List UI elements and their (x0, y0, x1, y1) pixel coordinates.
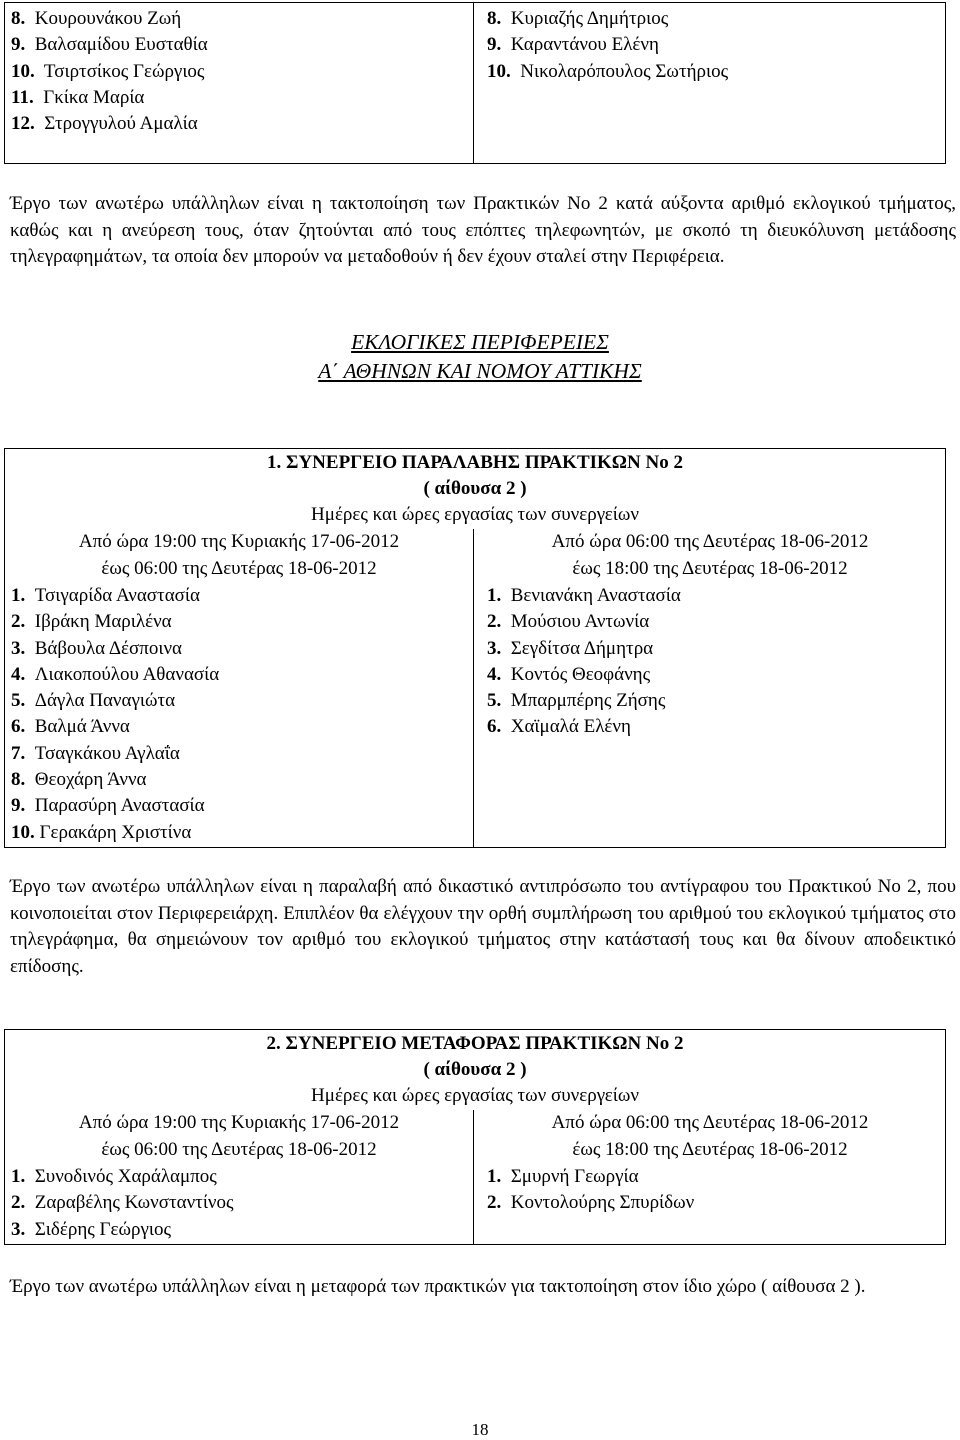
paragraph-duties-receiving: Έργο των ανωτέρω υπάλληλων είναι η παραλαβή από δικαστικό αντιπρόσωπο του αντίγραφου του Πρακτικού Νο 2, που κοινοποιείται στον Περιφερειάρχη. Επιπλέον θα ελέγχουν την ορθή συμπλήρωση του αριθμού του εκλογικού τμήματος στο τηλεγράφημα, θα σημειώνουν τον αριθμό του εκλογικού τμήματος στην κατάστασή τους και θα δίνουν αποδεικτικό επίδοσης. (10, 876, 956, 977)
shift-start: Από ώρα 06:00 της Δευτέρας 18-06-2012 (551, 1112, 869, 1133)
list-item: 10. Τσιρτσίκος Γεώργιος (11, 60, 205, 82)
shift-end: έως 06:00 της Δευτέρας 18-06-2012 (101, 557, 377, 579)
list-item: 3. Σιδέρης Γεώργιος (11, 1218, 172, 1240)
shift-start: Από ώρα 19:00 της Κυριακής 17-06-2012 (78, 1112, 400, 1133)
list-item: 9. Βαλσαμίδου Ευσταθία (11, 34, 208, 56)
shift-start: Από ώρα 06:00 της Δευτέρας 18-06-2012 (551, 531, 869, 552)
shift-end: έως 18:00 της Δευτέρας 18-06-2012 (572, 557, 848, 579)
list-item: 4. Λιακοπούλου Αθανασία (11, 663, 220, 685)
team2-table (4, 1029, 946, 1245)
team2-right-list (487, 1164, 694, 1217)
team1-right-list (487, 583, 681, 741)
team1-title: 1. ΣΥΝΕΡΓΕΙΟ ΠΑΡΑΛΑΒΗΣ ΠΡΑΚΤΙΚΩΝ Νο 2 (267, 452, 683, 473)
list-item: 1. Τσιγαρίδα Αναστασία (11, 585, 200, 606)
shift-start: Από ώρα 19:00 της Κυριακής 17-06-2012 (78, 531, 400, 552)
team2-room: ( αίθουσα 2 ) (423, 1059, 527, 1080)
list-item: 12. Στρογγυλού Αμαλία (11, 113, 198, 135)
list-item: 2. Ιβράκη Μαριλένα (11, 611, 172, 633)
column-divider (473, 1110, 474, 1244)
section-heading-line1: ΕΚΛΟΓΙΚΕΣ ΠΕΡΙΦΕΡΕΙΕΣ (351, 330, 609, 354)
team1-schedule-label: Ημέρες και ώρες εργασίας των συνεργείων (311, 504, 639, 525)
top-table (4, 2, 946, 164)
list-item: 5. Δάγλα Παναγιώτα (11, 690, 176, 712)
list-item: 10. Γερακάρη Χριστίνα (11, 821, 192, 843)
list-item: 6. Βαλμά Άννα (11, 716, 130, 738)
list-item: 5. Μπαρμπέρης Ζήσης (487, 690, 666, 712)
column-divider (473, 3, 474, 163)
top-table-right-list (487, 6, 728, 85)
list-item: 11. Γκίκα Μαρία (11, 86, 145, 108)
list-item: 8. Κυριαζής Δημήτριος (487, 8, 669, 29)
list-item: 10. Νικολαρόπουλος Σωτήριος (487, 60, 729, 82)
shift-end: έως 06:00 της Δευτέρας 18-06-2012 (101, 1138, 377, 1160)
team1-right-hours (475, 529, 945, 582)
team1-table (4, 448, 946, 848)
list-item: 7. Τσαγκάκου Αγλαΐα (11, 742, 180, 764)
list-item: 4. Κοντός Θεοφάνης (487, 663, 651, 685)
team2-title: 2. ΣΥΝΕΡΓΕΙΟ ΜΕΤΑΦΟΡΑΣ ΠΡΑΚΤΙΚΩΝ Νο 2 (266, 1033, 684, 1054)
paragraph-duties-sorting: Έργο των ανωτέρω υπάλληλων είναι η τακτοποίηση των Πρακτικών Νο 2 κατά αύξοντα αριθμό εκλογικού τμήματος, καθώς και η ανεύρεση τους, όταν ζητούνται από τους επόπτες τηλεφωνητών, με σκοπό τη διευκόλυνση μετάδοσης τηλεγραφημάτων, τα οποία δεν μπορούν να μεταδοθούν ή δεν έχουν σταλεί στην Περιφέρεια. (10, 193, 956, 267)
list-item: 2. Ζαραβέλης Κωνσταντίνος (11, 1192, 234, 1214)
list-item: 1. Βενιανάκη Αναστασία (487, 585, 681, 606)
top-table-left-list (11, 6, 208, 137)
list-item: 2. Μούσιου Αντωνία (487, 611, 650, 633)
team1-room: ( αίθουσα 2 ) (423, 478, 527, 499)
team2-schedule-label: Ημέρες και ώρες εργασίας των συνεργείων (311, 1085, 639, 1106)
list-item: 2. Κοντολούρης Σπυρίδων (487, 1192, 695, 1214)
section-heading-line2: Α΄ ΑΘΗΝΩΝ ΚΑΙ ΝΟΜΟΥ ΑΤΤΙΚΗΣ (318, 359, 642, 383)
page-number: 18 (471, 1420, 489, 1439)
shift-end: έως 18:00 της Δευτέρας 18-06-2012 (572, 1138, 848, 1160)
list-item: 6. Χαϊμαλά Ελένη (487, 716, 631, 738)
list-item: 8. Κουρουνάκου Ζωή (11, 8, 182, 29)
team2-left-hours (5, 1110, 473, 1163)
team2-right-hours (475, 1110, 945, 1163)
list-item: 9. Καραντάνου Ελένη (487, 34, 659, 56)
list-item: 8. Θεοχάρη Άννα (11, 769, 147, 791)
list-item: 9. Παρασύρη Αναστασία (11, 795, 205, 817)
list-item: 1. Συνοδινός Χαράλαμπος (11, 1166, 217, 1187)
column-divider (473, 529, 474, 847)
team1-left-hours (5, 529, 473, 582)
team1-left-list (11, 583, 219, 846)
team2-left-list (11, 1164, 234, 1243)
paragraph-duties-transport: Έργο των ανωτέρω υπάλληλων είναι η μεταφορά των πρακτικών για τακτοποίηση στον ίδιο χώρο ( αίθουσα 2 ). (10, 1276, 866, 1297)
list-item: 1. Σμυρνή Γεωργία (487, 1166, 639, 1187)
list-item: 3. Σεγδίτσα Δήμητρα (487, 637, 654, 659)
list-item: 3. Βάβουλα Δέσποινα (11, 637, 183, 659)
